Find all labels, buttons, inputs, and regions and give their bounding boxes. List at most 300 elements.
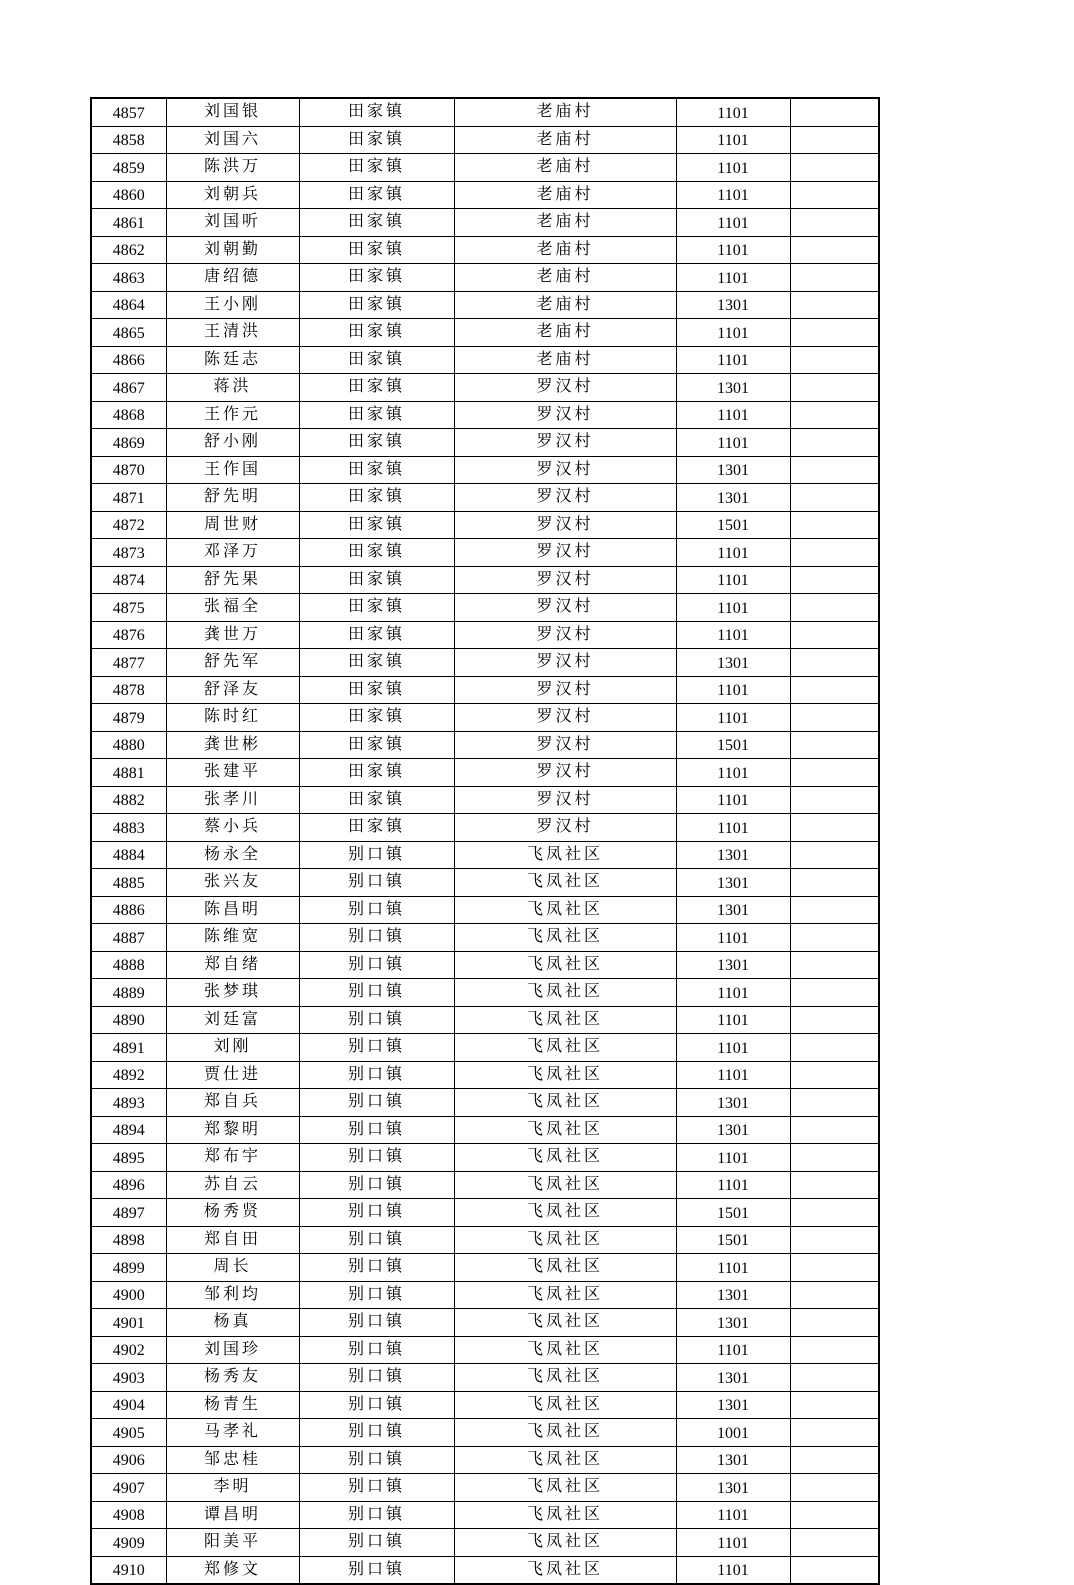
name-cell: 贾仕进 — [166, 1061, 299, 1089]
code-cell: 1101 — [676, 539, 790, 567]
name-cell: 邹利均 — [166, 1281, 299, 1309]
code-cell: 1101 — [676, 1556, 790, 1584]
row-id-cell: 4870 — [91, 456, 166, 484]
table-row — [91, 346, 879, 374]
town-cell: 别口镇 — [299, 896, 454, 924]
note-cell — [790, 401, 879, 429]
name-cell: 刘朝勤 — [166, 236, 299, 264]
town-cell: 田家镇 — [299, 759, 454, 787]
village-cell: 老庙村 — [454, 291, 676, 319]
village-cell: 飞凤社区 — [454, 896, 676, 924]
row-id-cell: 4858 — [91, 126, 166, 154]
note-cell — [790, 1309, 879, 1337]
village-cell: 飞凤社区 — [454, 1529, 676, 1557]
row-id-cell: 4910 — [91, 1556, 166, 1584]
row-id-cell: 4865 — [91, 319, 166, 347]
table-row — [91, 814, 879, 842]
note-cell — [790, 1034, 879, 1062]
town-cell: 别口镇 — [299, 1364, 454, 1392]
name-cell: 陈时红 — [166, 704, 299, 732]
row-id-cell: 4902 — [91, 1336, 166, 1364]
town-cell: 别口镇 — [299, 1446, 454, 1474]
village-cell: 罗汉村 — [454, 374, 676, 402]
village-cell: 飞凤社区 — [454, 1281, 676, 1309]
name-cell: 杨秀贤 — [166, 1199, 299, 1227]
town-cell: 别口镇 — [299, 869, 454, 897]
table-row — [91, 649, 879, 677]
table-row — [91, 731, 879, 759]
table-row — [91, 1529, 879, 1557]
note-cell — [790, 1556, 879, 1584]
note-cell — [790, 979, 879, 1007]
code-cell: 1101 — [676, 1006, 790, 1034]
note-cell — [790, 566, 879, 594]
name-cell: 王小刚 — [166, 291, 299, 319]
note-cell — [790, 1171, 879, 1199]
village-cell: 罗汉村 — [454, 786, 676, 814]
code-cell: 1101 — [676, 566, 790, 594]
code-cell: 1301 — [676, 291, 790, 319]
town-cell: 别口镇 — [299, 1226, 454, 1254]
code-cell: 1101 — [676, 621, 790, 649]
code-cell: 1101 — [676, 1171, 790, 1199]
row-id-cell: 4908 — [91, 1501, 166, 1529]
table-row — [91, 951, 879, 979]
note-cell — [790, 814, 879, 842]
code-cell: 1101 — [676, 319, 790, 347]
name-cell: 刘廷富 — [166, 1006, 299, 1034]
town-cell: 田家镇 — [299, 181, 454, 209]
table-row — [91, 1446, 879, 1474]
name-cell: 郑自田 — [166, 1226, 299, 1254]
name-cell: 舒泽友 — [166, 676, 299, 704]
village-cell: 老庙村 — [454, 346, 676, 374]
village-cell: 飞凤社区 — [454, 1199, 676, 1227]
table-row — [91, 319, 879, 347]
village-cell: 罗汉村 — [454, 484, 676, 512]
village-cell: 老庙村 — [454, 319, 676, 347]
name-cell: 周长 — [166, 1254, 299, 1282]
town-cell: 田家镇 — [299, 786, 454, 814]
town-cell: 别口镇 — [299, 1281, 454, 1309]
code-cell: 1101 — [676, 979, 790, 1007]
town-cell: 田家镇 — [299, 429, 454, 457]
village-cell: 飞凤社区 — [454, 1254, 676, 1282]
note-cell — [790, 621, 879, 649]
village-cell: 飞凤社区 — [454, 1391, 676, 1419]
table-row — [91, 896, 879, 924]
note-cell — [790, 1116, 879, 1144]
table-row — [91, 1474, 879, 1502]
town-cell: 田家镇 — [299, 594, 454, 622]
table-row — [91, 539, 879, 567]
note-cell — [790, 319, 879, 347]
town-cell: 田家镇 — [299, 704, 454, 732]
note-cell — [790, 896, 879, 924]
code-cell: 1101 — [676, 209, 790, 237]
note-cell — [790, 484, 879, 512]
note-cell — [790, 951, 879, 979]
row-id-cell: 4886 — [91, 896, 166, 924]
town-cell: 别口镇 — [299, 841, 454, 869]
row-id-cell: 4874 — [91, 566, 166, 594]
table-row — [91, 98, 879, 126]
row-id-cell: 4873 — [91, 539, 166, 567]
note-cell — [790, 511, 879, 539]
table-row — [91, 676, 879, 704]
name-cell: 张梦琪 — [166, 979, 299, 1007]
note-cell — [790, 1391, 879, 1419]
table-row — [91, 484, 879, 512]
note-cell — [790, 209, 879, 237]
row-id-cell: 4892 — [91, 1061, 166, 1089]
village-cell: 罗汉村 — [454, 649, 676, 677]
code-cell: 1101 — [676, 594, 790, 622]
town-cell: 田家镇 — [299, 484, 454, 512]
town-cell: 别口镇 — [299, 1501, 454, 1529]
table-row — [91, 209, 879, 237]
village-cell: 老庙村 — [454, 264, 676, 292]
code-cell: 1101 — [676, 98, 790, 126]
name-cell: 张福全 — [166, 594, 299, 622]
table-row — [91, 1391, 879, 1419]
code-cell: 1301 — [676, 951, 790, 979]
village-cell: 罗汉村 — [454, 759, 676, 787]
code-cell: 1301 — [676, 1364, 790, 1392]
row-id-cell: 4883 — [91, 814, 166, 842]
village-cell: 飞凤社区 — [454, 1556, 676, 1584]
note-cell — [790, 126, 879, 154]
note-cell — [790, 1501, 879, 1529]
town-cell: 别口镇 — [299, 1089, 454, 1117]
table-row — [91, 1254, 879, 1282]
village-cell: 飞凤社区 — [454, 924, 676, 952]
name-cell: 苏自云 — [166, 1171, 299, 1199]
table-row — [91, 1501, 879, 1529]
town-cell: 田家镇 — [299, 346, 454, 374]
village-cell: 老庙村 — [454, 98, 676, 126]
table-row — [91, 236, 879, 264]
village-cell: 飞凤社区 — [454, 1446, 676, 1474]
code-cell: 1101 — [676, 1144, 790, 1172]
table-row — [91, 126, 879, 154]
row-id-cell: 4860 — [91, 181, 166, 209]
table-row — [91, 264, 879, 292]
table-row — [91, 786, 879, 814]
records-table — [90, 97, 880, 1585]
name-cell: 舒先果 — [166, 566, 299, 594]
table-row — [91, 1199, 879, 1227]
note-cell — [790, 869, 879, 897]
name-cell: 郑自兵 — [166, 1089, 299, 1117]
name-cell: 龚世万 — [166, 621, 299, 649]
village-cell: 飞凤社区 — [454, 1474, 676, 1502]
row-id-cell: 4861 — [91, 209, 166, 237]
row-id-cell: 4862 — [91, 236, 166, 264]
village-cell: 飞凤社区 — [454, 1034, 676, 1062]
note-cell — [790, 539, 879, 567]
row-id-cell: 4891 — [91, 1034, 166, 1062]
code-cell: 1101 — [676, 1061, 790, 1089]
name-cell: 陈昌明 — [166, 896, 299, 924]
village-cell: 罗汉村 — [454, 594, 676, 622]
name-cell: 陈维宽 — [166, 924, 299, 952]
village-cell: 飞凤社区 — [454, 1116, 676, 1144]
note-cell — [790, 1419, 879, 1447]
row-id-cell: 4896 — [91, 1171, 166, 1199]
table-row — [91, 869, 879, 897]
row-id-cell: 4878 — [91, 676, 166, 704]
name-cell: 王清洪 — [166, 319, 299, 347]
name-cell: 阳美平 — [166, 1529, 299, 1557]
code-cell: 1301 — [676, 456, 790, 484]
town-cell: 别口镇 — [299, 1419, 454, 1447]
name-cell: 张建平 — [166, 759, 299, 787]
row-id-cell: 4876 — [91, 621, 166, 649]
code-cell: 1301 — [676, 484, 790, 512]
village-cell: 飞凤社区 — [454, 1061, 676, 1089]
table-row — [91, 1171, 879, 1199]
note-cell — [790, 1144, 879, 1172]
table-row — [91, 1116, 879, 1144]
name-cell: 李明 — [166, 1474, 299, 1502]
village-cell: 罗汉村 — [454, 566, 676, 594]
code-cell: 1301 — [676, 1446, 790, 1474]
table-row — [91, 401, 879, 429]
name-cell: 邓泽万 — [166, 539, 299, 567]
row-id-cell: 4866 — [91, 346, 166, 374]
row-id-cell: 4879 — [91, 704, 166, 732]
note-cell — [790, 429, 879, 457]
table-row — [91, 979, 879, 1007]
note-cell — [790, 98, 879, 126]
table-row — [91, 154, 879, 182]
note-cell — [790, 456, 879, 484]
row-id-cell: 4885 — [91, 869, 166, 897]
row-id-cell: 4871 — [91, 484, 166, 512]
village-cell: 罗汉村 — [454, 621, 676, 649]
table-row — [91, 1419, 879, 1447]
row-id-cell: 4895 — [91, 1144, 166, 1172]
code-cell: 1101 — [676, 1336, 790, 1364]
town-cell: 田家镇 — [299, 374, 454, 402]
code-cell: 1101 — [676, 264, 790, 292]
table-row — [91, 1226, 879, 1254]
name-cell: 郑修文 — [166, 1556, 299, 1584]
name-cell: 刘国珍 — [166, 1336, 299, 1364]
note-cell — [790, 1474, 879, 1502]
name-cell: 郑黎明 — [166, 1116, 299, 1144]
code-cell: 1101 — [676, 236, 790, 264]
table-row — [91, 1144, 879, 1172]
name-cell: 陈洪万 — [166, 154, 299, 182]
name-cell: 邹忠桂 — [166, 1446, 299, 1474]
town-cell: 别口镇 — [299, 979, 454, 1007]
village-cell: 老庙村 — [454, 181, 676, 209]
code-cell: 1101 — [676, 704, 790, 732]
note-cell — [790, 1061, 879, 1089]
name-cell: 蒋洪 — [166, 374, 299, 402]
table-row — [91, 181, 879, 209]
code-cell: 1001 — [676, 1419, 790, 1447]
town-cell: 别口镇 — [299, 1529, 454, 1557]
town-cell: 田家镇 — [299, 264, 454, 292]
code-cell: 1301 — [676, 869, 790, 897]
code-cell: 1301 — [676, 1281, 790, 1309]
town-cell: 田家镇 — [299, 291, 454, 319]
note-cell — [790, 676, 879, 704]
note-cell — [790, 1226, 879, 1254]
name-cell: 杨秀友 — [166, 1364, 299, 1392]
row-id-cell: 4899 — [91, 1254, 166, 1282]
village-cell: 飞凤社区 — [454, 1226, 676, 1254]
name-cell: 刘国听 — [166, 209, 299, 237]
name-cell: 马孝礼 — [166, 1419, 299, 1447]
row-id-cell: 4897 — [91, 1199, 166, 1227]
town-cell: 别口镇 — [299, 1254, 454, 1282]
note-cell — [790, 154, 879, 182]
note-cell — [790, 1446, 879, 1474]
village-cell: 飞凤社区 — [454, 1171, 676, 1199]
name-cell: 杨永全 — [166, 841, 299, 869]
town-cell: 别口镇 — [299, 1006, 454, 1034]
table-row — [91, 594, 879, 622]
code-cell: 1101 — [676, 429, 790, 457]
name-cell: 杨真 — [166, 1309, 299, 1337]
row-id-cell: 4888 — [91, 951, 166, 979]
note-cell — [790, 1089, 879, 1117]
table-row — [91, 1006, 879, 1034]
note-cell — [790, 1006, 879, 1034]
village-cell: 罗汉村 — [454, 429, 676, 457]
village-cell: 飞凤社区 — [454, 1089, 676, 1117]
village-cell: 飞凤社区 — [454, 979, 676, 1007]
code-cell: 1301 — [676, 649, 790, 677]
row-id-cell: 4909 — [91, 1529, 166, 1557]
code-cell: 1301 — [676, 841, 790, 869]
town-cell: 田家镇 — [299, 814, 454, 842]
row-id-cell: 4887 — [91, 924, 166, 952]
village-cell: 老庙村 — [454, 126, 676, 154]
name-cell: 张孝川 — [166, 786, 299, 814]
name-cell: 陈廷志 — [166, 346, 299, 374]
town-cell: 别口镇 — [299, 924, 454, 952]
village-cell: 老庙村 — [454, 236, 676, 264]
code-cell: 1501 — [676, 1199, 790, 1227]
row-id-cell: 4907 — [91, 1474, 166, 1502]
code-cell: 1501 — [676, 731, 790, 759]
row-id-cell: 4875 — [91, 594, 166, 622]
code-cell: 1101 — [676, 1034, 790, 1062]
village-cell: 飞凤社区 — [454, 1501, 676, 1529]
town-cell: 田家镇 — [299, 621, 454, 649]
table-row — [91, 566, 879, 594]
village-cell: 罗汉村 — [454, 731, 676, 759]
name-cell: 谭昌明 — [166, 1501, 299, 1529]
note-cell — [790, 1281, 879, 1309]
town-cell: 别口镇 — [299, 1309, 454, 1337]
table-row — [91, 841, 879, 869]
code-cell: 1301 — [676, 1391, 790, 1419]
name-cell: 王作元 — [166, 401, 299, 429]
village-cell: 飞凤社区 — [454, 1419, 676, 1447]
town-cell: 别口镇 — [299, 1199, 454, 1227]
table-row — [91, 1556, 879, 1584]
town-cell: 别口镇 — [299, 1391, 454, 1419]
village-cell: 罗汉村 — [454, 511, 676, 539]
name-cell: 郑自绪 — [166, 951, 299, 979]
code-cell: 1101 — [676, 154, 790, 182]
code-cell: 1101 — [676, 1254, 790, 1282]
row-id-cell: 4877 — [91, 649, 166, 677]
row-id-cell: 4880 — [91, 731, 166, 759]
note-cell — [790, 759, 879, 787]
table-row — [91, 1281, 879, 1309]
row-id-cell: 4864 — [91, 291, 166, 319]
name-cell: 周世财 — [166, 511, 299, 539]
note-cell — [790, 649, 879, 677]
row-id-cell: 4868 — [91, 401, 166, 429]
table-row — [91, 1089, 879, 1117]
row-id-cell: 4869 — [91, 429, 166, 457]
town-cell: 别口镇 — [299, 951, 454, 979]
town-cell: 田家镇 — [299, 731, 454, 759]
village-cell: 罗汉村 — [454, 456, 676, 484]
note-cell — [790, 264, 879, 292]
town-cell: 田家镇 — [299, 154, 454, 182]
town-cell: 田家镇 — [299, 98, 454, 126]
row-id-cell: 4901 — [91, 1309, 166, 1337]
code-cell: 1101 — [676, 126, 790, 154]
village-cell: 飞凤社区 — [454, 841, 676, 869]
table-row — [91, 511, 879, 539]
name-cell: 龚世彬 — [166, 731, 299, 759]
note-cell — [790, 374, 879, 402]
town-cell: 田家镇 — [299, 676, 454, 704]
name-cell: 刘国银 — [166, 98, 299, 126]
row-id-cell: 4900 — [91, 1281, 166, 1309]
village-cell: 老庙村 — [454, 154, 676, 182]
village-cell: 罗汉村 — [454, 676, 676, 704]
name-cell: 舒小刚 — [166, 429, 299, 457]
town-cell: 别口镇 — [299, 1336, 454, 1364]
note-cell — [790, 841, 879, 869]
code-cell: 1101 — [676, 786, 790, 814]
table-row — [91, 429, 879, 457]
row-id-cell: 4890 — [91, 1006, 166, 1034]
row-id-cell: 4894 — [91, 1116, 166, 1144]
table-row — [91, 1364, 879, 1392]
village-cell: 飞凤社区 — [454, 1144, 676, 1172]
code-cell: 1101 — [676, 181, 790, 209]
code-cell: 1501 — [676, 511, 790, 539]
town-cell: 别口镇 — [299, 1116, 454, 1144]
code-cell: 1101 — [676, 346, 790, 374]
row-id-cell: 4906 — [91, 1446, 166, 1474]
note-cell — [790, 1529, 879, 1557]
row-id-cell: 4867 — [91, 374, 166, 402]
note-cell — [790, 346, 879, 374]
note-cell — [790, 786, 879, 814]
town-cell: 田家镇 — [299, 401, 454, 429]
row-id-cell: 4898 — [91, 1226, 166, 1254]
village-cell: 飞凤社区 — [454, 1364, 676, 1392]
town-cell: 田家镇 — [299, 126, 454, 154]
village-cell: 飞凤社区 — [454, 1309, 676, 1337]
table-row — [91, 291, 879, 319]
village-cell: 罗汉村 — [454, 539, 676, 567]
village-cell: 老庙村 — [454, 209, 676, 237]
